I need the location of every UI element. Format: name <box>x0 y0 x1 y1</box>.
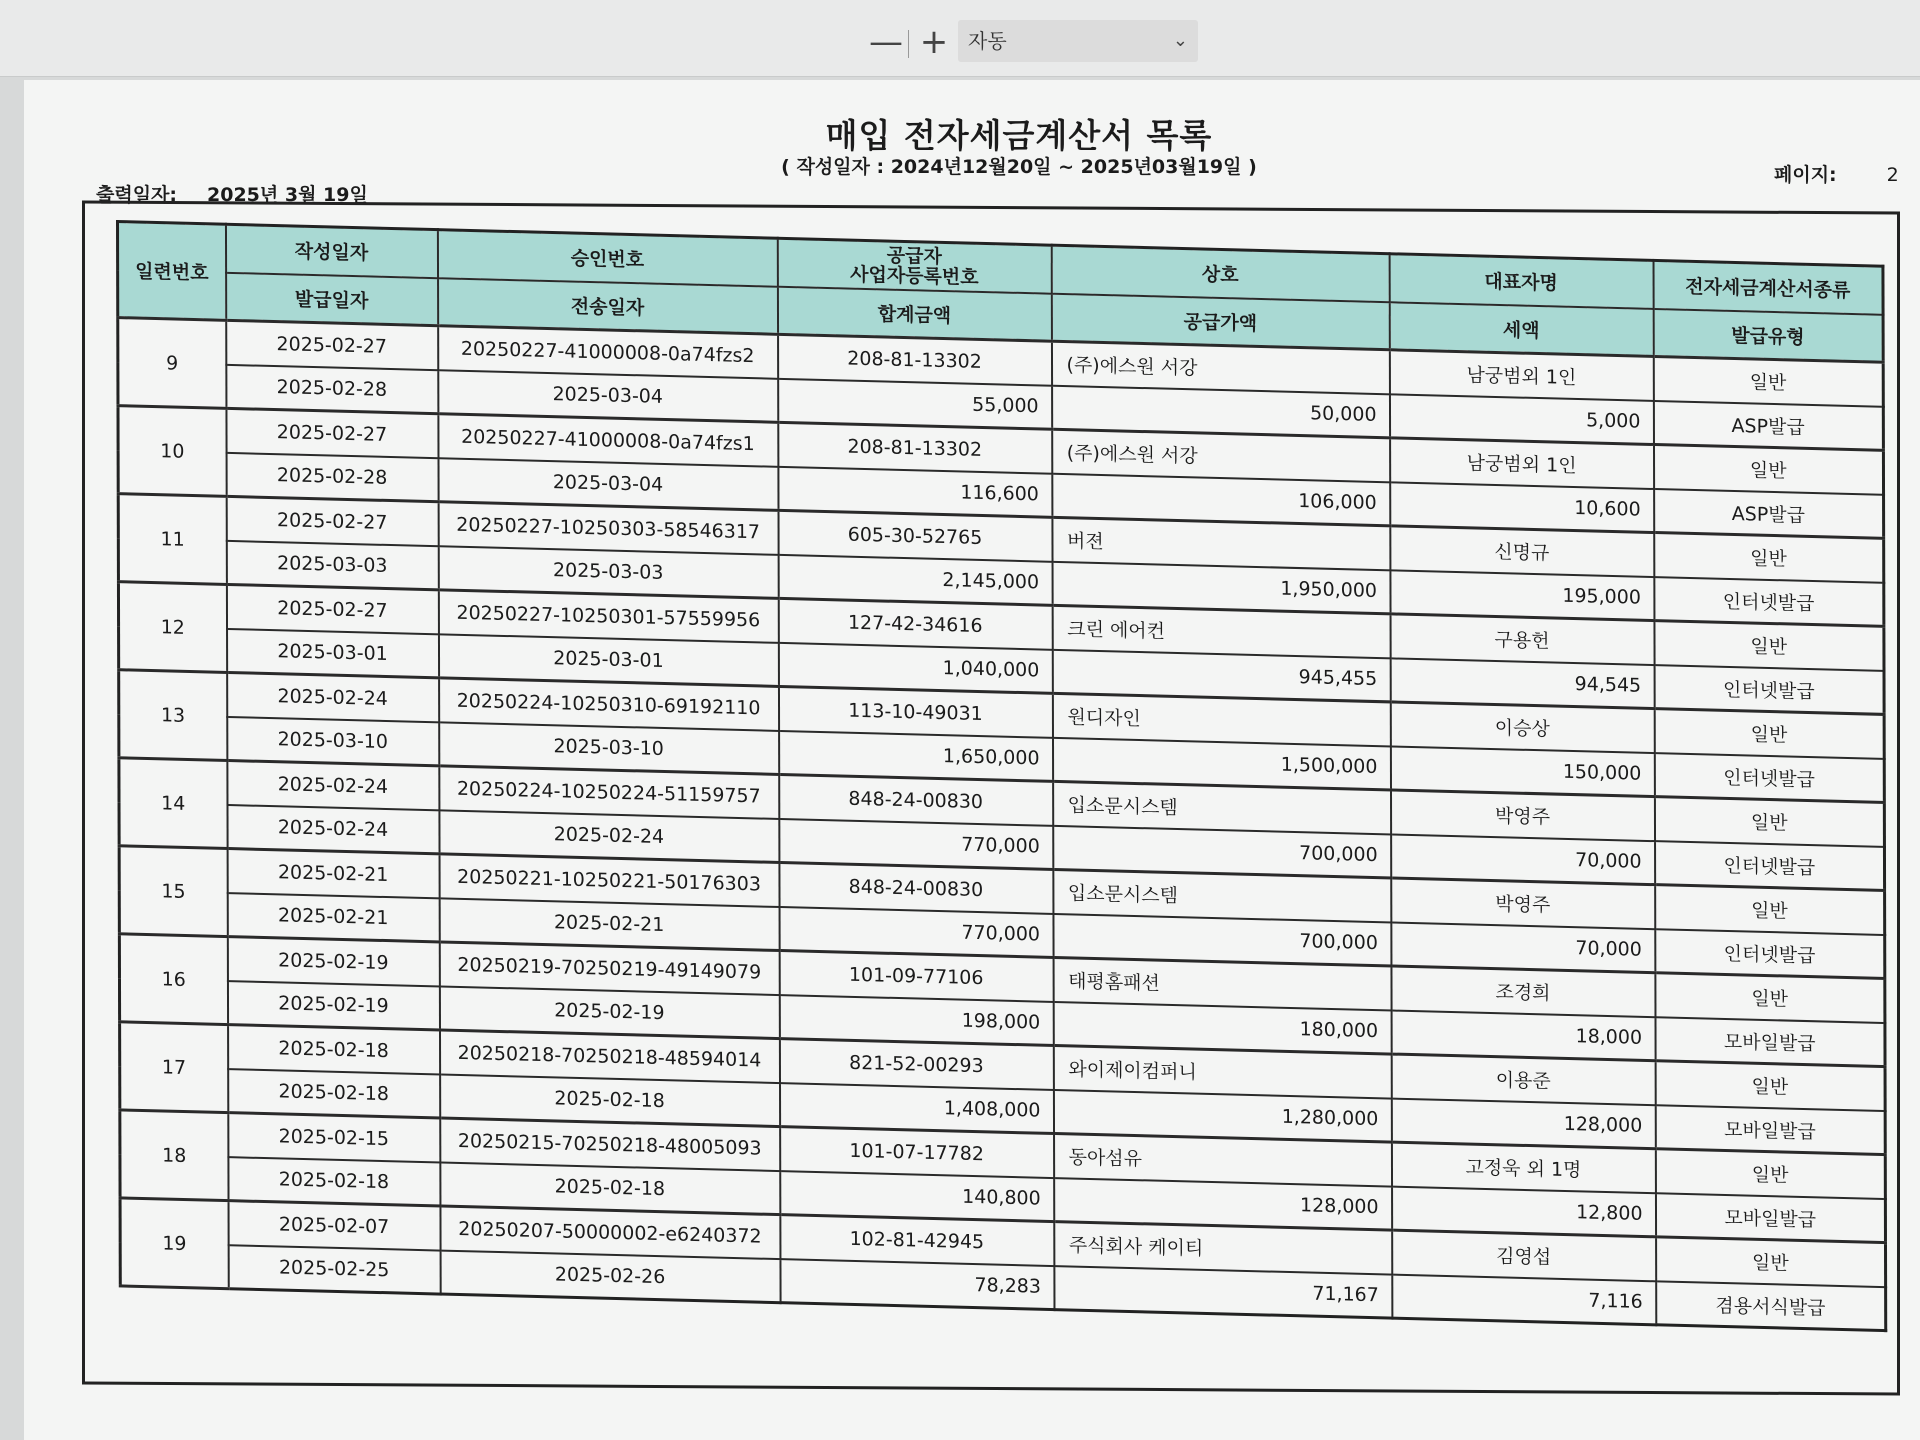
col-serial: 일련번호 <box>118 222 226 321</box>
cell-issue-date: 2025-03-01 <box>227 628 439 677</box>
col-total-amount: 합계금액 <box>777 286 1051 341</box>
cell-issue-date: 2025-02-28 <box>226 364 438 413</box>
cell-write-date: 2025-02-18 <box>228 1025 440 1074</box>
page-value: 2 <box>1886 164 1899 186</box>
cell-send-date: 2025-02-18 <box>440 1074 780 1127</box>
cell-total: 78,283 <box>780 1259 1054 1310</box>
cell-supply: 71,167 <box>1054 1266 1392 1319</box>
invoice-table-wrapper <box>116 220 1884 1332</box>
cell-issue-date: 2025-02-25 <box>228 1245 440 1294</box>
cell-approval-no: 20250215-70250218-48005093 <box>440 1118 780 1171</box>
cell-serial: 15 <box>119 846 227 937</box>
cell-biz-no: 208-81-13302 <box>778 334 1052 385</box>
cell-invoice-type: 일반 <box>1654 621 1884 671</box>
cell-tax: 18,000 <box>1391 1010 1655 1061</box>
cell-supply: 1,280,000 <box>1053 1089 1391 1142</box>
invoice-rows <box>118 318 1886 1331</box>
cell-issue-type: 인터넷발급 <box>1654 665 1884 715</box>
cell-company: (주)에스원 서강 <box>1052 429 1390 482</box>
cell-send-date: 2025-02-26 <box>440 1250 780 1303</box>
cell-biz-no: 848-24-00830 <box>779 774 1053 825</box>
cell-issue-type: 모바일발급 <box>1655 1017 1885 1067</box>
cell-tax: 5,000 <box>1389 394 1653 445</box>
cell-company: (주)에스원 서강 <box>1051 341 1389 394</box>
cell-send-date: 2025-03-10 <box>439 722 779 775</box>
cell-issue-date: 2025-02-19 <box>227 981 439 1030</box>
col-ceo: 대표자명 <box>1389 254 1653 309</box>
cell-approval-no: 20250227-41000008-0a74fzs2 <box>438 326 778 379</box>
cell-total: 770,000 <box>779 906 1053 957</box>
cell-issue-date: 2025-02-18 <box>228 1157 440 1206</box>
col-approval-no: 승인번호 <box>437 230 777 287</box>
cell-write-date: 2025-02-24 <box>227 672 439 721</box>
cell-serial: 19 <box>120 1198 228 1289</box>
cell-send-date: 2025-02-21 <box>439 898 779 951</box>
cell-write-date: 2025-02-27 <box>226 408 438 457</box>
cell-invoice-type: 일반 <box>1655 885 1885 935</box>
cell-total: 1,650,000 <box>779 730 1053 781</box>
cell-invoice-type: 일반 <box>1655 973 1885 1023</box>
cell-biz-no: 821-52-00293 <box>779 1039 1053 1090</box>
cell-supply: 1,950,000 <box>1052 561 1390 614</box>
cell-write-date: 2025-02-24 <box>227 760 439 809</box>
report-title: 매입 전자세금계산서 목록 <box>825 116 1213 155</box>
cell-issue-type: 겸용서식발급 <box>1656 1281 1886 1331</box>
document-page <box>24 80 1920 1440</box>
cell-supply: 945,455 <box>1052 649 1390 702</box>
cell-send-date: 2025-02-24 <box>439 810 779 863</box>
cell-issue-type: 인터넷발급 <box>1654 577 1884 627</box>
cell-company: 태평홈패션 <box>1053 957 1391 1010</box>
cell-invoice-type: 일반 <box>1655 1149 1885 1199</box>
cell-tax: 94,545 <box>1390 658 1654 709</box>
page-number <box>1774 160 1899 187</box>
cell-company: 원디자인 <box>1052 693 1390 746</box>
cell-approval-no: 20250219-70250219-49149079 <box>439 942 779 995</box>
cell-send-date: 2025-03-04 <box>438 370 778 423</box>
cell-issue-date: 2025-02-28 <box>226 452 438 501</box>
cell-serial: 17 <box>120 1022 228 1113</box>
cell-supply: 106,000 <box>1052 473 1390 526</box>
cell-biz-no: 101-09-77106 <box>779 951 1053 1002</box>
cell-invoice-type: 일반 <box>1654 709 1884 759</box>
cell-total: 55,000 <box>778 378 1052 429</box>
cell-ceo: 이승상 <box>1390 702 1654 753</box>
cell-company: 크린 에어컨 <box>1052 605 1390 658</box>
cell-ceo: 신명규 <box>1390 526 1654 577</box>
cell-approval-no: 20250227-10250303-58546317 <box>438 502 778 555</box>
col-company: 상호 <box>1051 245 1389 302</box>
cell-issue-type: 모바일발급 <box>1655 1193 1885 1243</box>
cell-issue-type: ASP발급 <box>1654 488 1884 538</box>
cell-company: 입소문시스템 <box>1053 781 1391 834</box>
cell-tax: 10,600 <box>1390 482 1654 533</box>
cell-issue-date: 2025-03-03 <box>226 540 438 589</box>
viewer-toolbar <box>0 0 1920 77</box>
cell-invoice-type: 일반 <box>1656 1237 1886 1287</box>
page-label: 페이지: <box>1774 164 1837 186</box>
cell-serial: 9 <box>118 318 226 409</box>
zoom-out-button[interactable]: — <box>869 22 903 62</box>
col-write-date: 작성일자 <box>225 224 437 277</box>
cell-invoice-type: 일반 <box>1653 444 1883 494</box>
cell-ceo: 조경희 <box>1391 966 1655 1017</box>
cell-serial: 11 <box>118 494 226 585</box>
cell-issue-date: 2025-03-10 <box>227 716 439 765</box>
col-send-date: 전송일자 <box>438 278 778 335</box>
cell-company: 주식회사 케이티 <box>1054 1222 1392 1275</box>
cell-biz-no: 605-30-52765 <box>778 510 1052 561</box>
col-supplier-biz-no <box>777 238 1051 293</box>
cell-ceo: 남궁범외 1인 <box>1389 350 1653 401</box>
col-issue-date: 발급일자 <box>226 272 438 325</box>
cell-issue-type: 모바일발급 <box>1655 1105 1885 1155</box>
col-supply-amount: 공급가액 <box>1051 293 1389 350</box>
chevron-down-icon: ⌄ <box>1172 30 1188 51</box>
toolbar-divider <box>908 30 909 58</box>
cell-ceo: 고정욱 외 1명 <box>1391 1142 1655 1193</box>
cell-approval-no: 20250224-10250310-69192110 <box>439 678 779 731</box>
cell-supply: 700,000 <box>1053 913 1391 966</box>
zoom-in-button[interactable]: + <box>919 22 949 62</box>
cell-write-date: 2025-02-21 <box>227 849 439 898</box>
cell-write-date: 2025-02-27 <box>226 496 438 545</box>
cell-send-date: 2025-03-04 <box>438 458 778 511</box>
cell-ceo: 남궁범외 1인 <box>1390 438 1654 489</box>
cell-tax: 7,116 <box>1392 1274 1656 1325</box>
cell-biz-no: 127-42-34616 <box>778 598 1052 649</box>
cell-total: 1,040,000 <box>778 642 1052 693</box>
cell-ceo: 박영주 <box>1391 878 1655 929</box>
cell-issue-type: ASP발급 <box>1653 400 1883 450</box>
cell-issue-type: 인터넷발급 <box>1654 753 1884 803</box>
cell-tax: 12,800 <box>1392 1186 1656 1237</box>
cell-serial: 18 <box>120 1110 228 1201</box>
cell-ceo: 구용헌 <box>1390 614 1654 665</box>
cell-write-date: 2025-02-07 <box>228 1201 440 1250</box>
report-period: ( 작성일자 : 2024년12월20일 ~ 2025년03월19일 ) <box>781 156 1257 178</box>
cell-ceo: 박영주 <box>1390 790 1654 841</box>
cell-send-date: 2025-03-03 <box>438 546 778 599</box>
cell-issue-date: 2025-02-24 <box>227 804 439 853</box>
cell-serial: 10 <box>118 406 226 497</box>
cell-invoice-type: 일반 <box>1653 356 1883 406</box>
cell-write-date: 2025-02-27 <box>226 320 438 369</box>
col-tax: 세액 <box>1389 302 1653 357</box>
cell-biz-no: 113-10-49031 <box>778 686 1052 737</box>
cell-tax: 70,000 <box>1391 922 1655 973</box>
print-date-label: 출력일자: <box>96 184 178 206</box>
cell-approval-no: 20250221-10250221-50176303 <box>439 854 779 907</box>
cell-company: 입소문시스템 <box>1053 869 1391 922</box>
cell-tax: 195,000 <box>1390 570 1654 621</box>
cell-ceo: 이용준 <box>1391 1054 1655 1105</box>
cell-write-date: 2025-02-19 <box>227 937 439 986</box>
print-date-value: 2025년 3월 19일 <box>207 184 368 206</box>
cell-biz-no: 101-07-17782 <box>780 1127 1054 1178</box>
cell-supply: 50,000 <box>1052 385 1390 438</box>
zoom-select[interactable] <box>958 20 1198 62</box>
cell-write-date: 2025-02-15 <box>228 1113 440 1162</box>
cell-send-date: 2025-03-01 <box>438 634 778 687</box>
cell-approval-no: 20250218-70250218-48594014 <box>439 1030 779 1083</box>
cell-send-date: 2025-02-18 <box>440 1162 780 1215</box>
invoice-table <box>116 220 1887 1332</box>
cell-company: 버젼 <box>1052 517 1390 570</box>
cell-serial: 14 <box>119 758 227 849</box>
col-supplier-line1: 공급자 <box>886 244 942 268</box>
cell-total: 140,800 <box>780 1171 1054 1222</box>
cell-serial: 16 <box>119 934 227 1025</box>
cell-send-date: 2025-02-19 <box>439 986 779 1039</box>
zoom-select-value: 자동 <box>968 29 1007 53</box>
cell-issue-date: 2025-02-21 <box>227 893 439 942</box>
cell-total: 1,408,000 <box>780 1083 1054 1134</box>
cell-invoice-type: 일반 <box>1654 533 1884 583</box>
cell-approval-no: 20250227-41000008-0a74fzs1 <box>438 414 778 467</box>
cell-tax: 70,000 <box>1391 834 1655 885</box>
cell-approval-no: 20250207-50000002-e6240372 <box>440 1206 780 1259</box>
cell-total: 2,145,000 <box>778 554 1052 605</box>
cell-tax: 150,000 <box>1390 746 1654 797</box>
col-invoice-type: 전자세금계산서종류 <box>1653 260 1883 314</box>
cell-serial: 13 <box>119 670 227 761</box>
cell-company: 동아섬유 <box>1054 1134 1392 1187</box>
cell-biz-no: 102-81-42945 <box>780 1215 1054 1266</box>
cell-approval-no: 20250227-10250301-57559956 <box>438 590 778 643</box>
cell-biz-no: 208-81-13302 <box>778 422 1052 473</box>
cell-supply: 180,000 <box>1053 1001 1391 1054</box>
cell-issue-type: 인터넷발급 <box>1655 841 1885 891</box>
cell-write-date: 2025-02-27 <box>226 584 438 633</box>
cell-serial: 12 <box>118 582 226 673</box>
cell-supply: 700,000 <box>1053 825 1391 878</box>
cell-invoice-type: 일반 <box>1654 797 1884 847</box>
col-issue-type: 발급유형 <box>1653 308 1883 362</box>
cell-company: 와이제이컴퍼니 <box>1053 1045 1391 1098</box>
cell-supply: 128,000 <box>1054 1178 1392 1231</box>
cell-total: 116,600 <box>778 466 1052 517</box>
cell-invoice-type: 일반 <box>1655 1061 1885 1111</box>
cell-approval-no: 20250224-10250224-51159757 <box>439 766 779 819</box>
cell-supply: 1,500,000 <box>1052 737 1390 790</box>
cell-issue-type: 인터넷발급 <box>1655 929 1885 979</box>
cell-total: 198,000 <box>779 995 1053 1046</box>
cell-ceo: 김영섭 <box>1392 1230 1656 1281</box>
cell-total: 770,000 <box>779 818 1053 869</box>
cell-issue-date: 2025-02-18 <box>228 1069 440 1118</box>
col-supplier-line2: 사업자등록번호 <box>850 263 979 289</box>
cell-tax: 128,000 <box>1391 1098 1655 1149</box>
cell-biz-no: 848-24-00830 <box>779 862 1053 913</box>
